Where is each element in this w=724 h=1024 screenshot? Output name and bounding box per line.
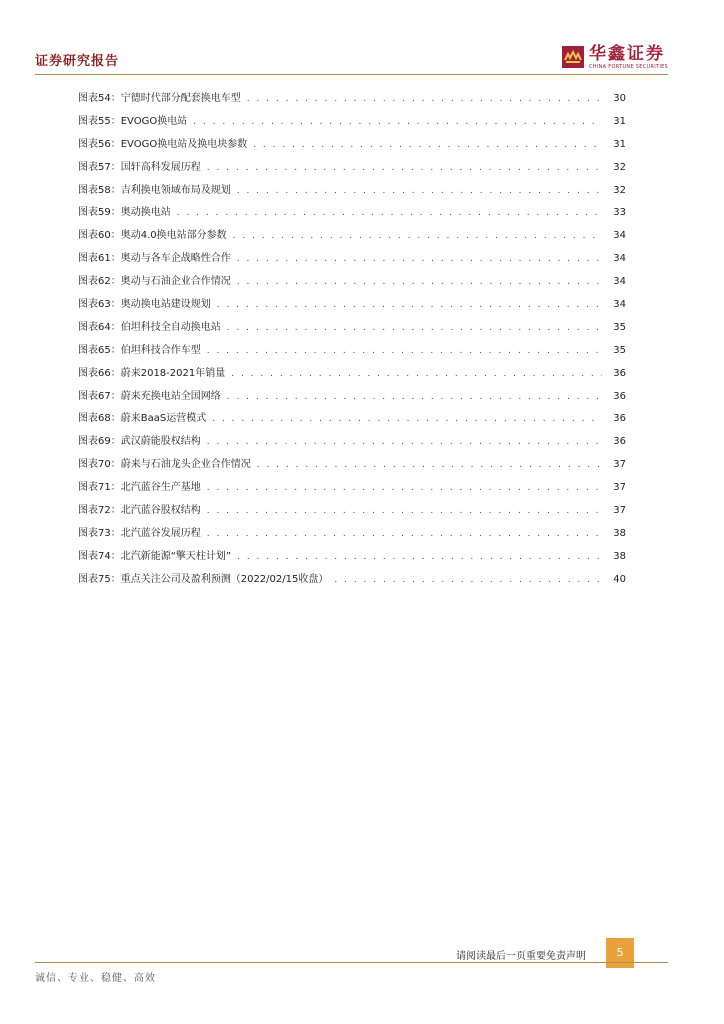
toc-dot-leader [231,369,602,379]
toc-entry[interactable] [78,341,626,364]
toc-entry-label: 图表57：国轩高科发展历程 [78,161,201,173]
toc-dot-leader [237,552,602,562]
toc-entry-label: 图表61：奥动与各车企战略性合作 [78,253,231,265]
toc-entry-label: 图表74：北汽新能源“擎天柱计划” [78,550,232,562]
toc-entry-label: 图表75：重点关注公司及盈利预测（2022/02/15收盘） [78,573,329,585]
toc-dot-leader [237,254,602,264]
toc-entry[interactable] [78,226,626,249]
toc-entry-label: 图表54：宁德时代部分配套换电车型 [78,93,241,104]
toc-entry-page: 31 [613,115,626,127]
toc-entry-page: 34 [613,253,626,265]
toc-entry-page: 35 [613,321,626,333]
toc-dot-leader [237,277,602,287]
toc-entry[interactable] [78,478,626,501]
toc-dot-leader [237,186,602,196]
toc-dot-leader [207,346,602,356]
toc-entry[interactable] [78,112,626,135]
company-logo [562,44,668,71]
page-number: 5 [606,938,634,968]
toc-entry-label: 图表73：北汽蓝谷发展历程 [78,527,201,539]
toc-entry-page: 33 [613,207,626,219]
toc-dot-leader [227,392,602,402]
toc-entry-label: 图表62：奥动与石油企业合作情况 [78,276,231,288]
toc-entry-page: 32 [613,184,626,196]
table-of-figures [78,89,626,593]
toc-entry-page: 30 [613,93,626,104]
toc-entry-label: 图表58：吉利换电领域布局及规划 [78,184,231,196]
toc-entry-page: 40 [613,573,626,585]
header-divider [35,74,668,75]
logo-english-name: CHINA FORTUNE SECURITIES [589,64,669,70]
toc-entry-page: 36 [613,390,626,402]
report-type-title: 证券研究报告 [35,54,120,69]
toc-entry-page: 34 [613,230,626,242]
toc-entry-label: 图表70：蔚来与石油龙头企业合作情况 [78,459,251,471]
toc-entry[interactable] [78,547,626,570]
toc-entry-label: 图表72：北汽蓝谷股权结构 [78,505,201,517]
toc-entry-label: 图表63：奥动换电站建设规划 [78,299,211,311]
toc-entry[interactable] [78,387,626,410]
toc-entry-page: 36 [613,367,626,379]
toc-entry[interactable] [78,249,626,272]
toc-entry-label: 图表67：蔚来充换电站全国网络 [78,390,221,402]
toc-entry-label: 图表68：蔚来BaaS运营模式 [78,413,207,425]
toc-dot-leader [207,506,602,516]
toc-entry-page: 37 [613,459,626,471]
toc-entry-page: 38 [613,550,626,562]
toc-dot-leader [334,575,602,585]
toc-entry[interactable] [78,181,626,204]
logo-mark-icon [562,46,584,68]
toc-entry-page: 32 [613,161,626,173]
toc-entry[interactable] [78,295,626,318]
toc-entry[interactable] [78,203,626,226]
toc-entry[interactable] [78,570,626,593]
toc-dot-leader [257,460,602,470]
toc-dot-leader [247,94,602,104]
toc-dot-leader [177,208,602,218]
toc-dot-leader [233,231,602,241]
toc-entry-label: 图表64：伯坦科技全自动换电站 [78,321,221,333]
toc-entry-label: 图表56：EVOGO换电站及换电块参数 [78,138,248,150]
toc-dot-leader [217,300,602,310]
toc-entry[interactable] [78,409,626,432]
toc-dot-leader [227,323,602,333]
toc-entry[interactable] [78,272,626,295]
toc-entry[interactable] [78,89,626,112]
toc-dot-leader [193,117,602,127]
toc-dot-leader [207,163,602,173]
toc-dot-leader [207,483,602,493]
toc-entry-page: 35 [613,344,626,356]
footer-divider [35,962,668,963]
toc-entry[interactable] [78,455,626,478]
toc-entry-page: 37 [613,482,626,494]
toc-entry-page: 36 [613,413,626,425]
toc-entry[interactable] [78,318,626,341]
toc-entry-page: 37 [613,505,626,517]
toc-dot-leader [207,437,602,447]
toc-entry-page: 38 [613,527,626,539]
toc-entry-page: 36 [613,436,626,448]
toc-entry-page: 31 [613,138,626,150]
toc-entry[interactable] [78,364,626,387]
toc-entry[interactable] [78,158,626,181]
toc-entry-label: 图表66：蔚来2018-2021年销量 [78,367,226,379]
toc-dot-leader [212,414,602,424]
toc-dot-leader [207,529,602,539]
toc-entry-label: 图表59：奥动换电站 [78,207,171,219]
toc-entry[interactable] [78,135,626,158]
toc-entry-label: 图表60：奥动4.0换电站部分参数 [78,230,227,242]
toc-entry[interactable] [78,432,626,455]
company-slogan: 诚信、专业、稳健、高效 [35,973,156,984]
toc-entry-label: 图表65：伯坦科技合作车型 [78,344,201,356]
disclaimer-notice: 请阅读最后一页重要免责声明 [456,951,586,962]
toc-entry-label: 图表55：EVOGO换电站 [78,115,188,127]
toc-entry-page: 34 [613,276,626,288]
logo-chinese-name: 华鑫证券 [589,44,665,64]
toc-entry[interactable] [78,501,626,524]
toc-entry-page: 34 [613,299,626,311]
toc-dot-leader [253,140,602,150]
toc-entry-label: 图表71：北汽蓝谷生产基地 [78,482,201,494]
toc-entry[interactable] [78,524,626,547]
toc-entry-label: 图表69：武汉蔚能股权结构 [78,436,201,448]
